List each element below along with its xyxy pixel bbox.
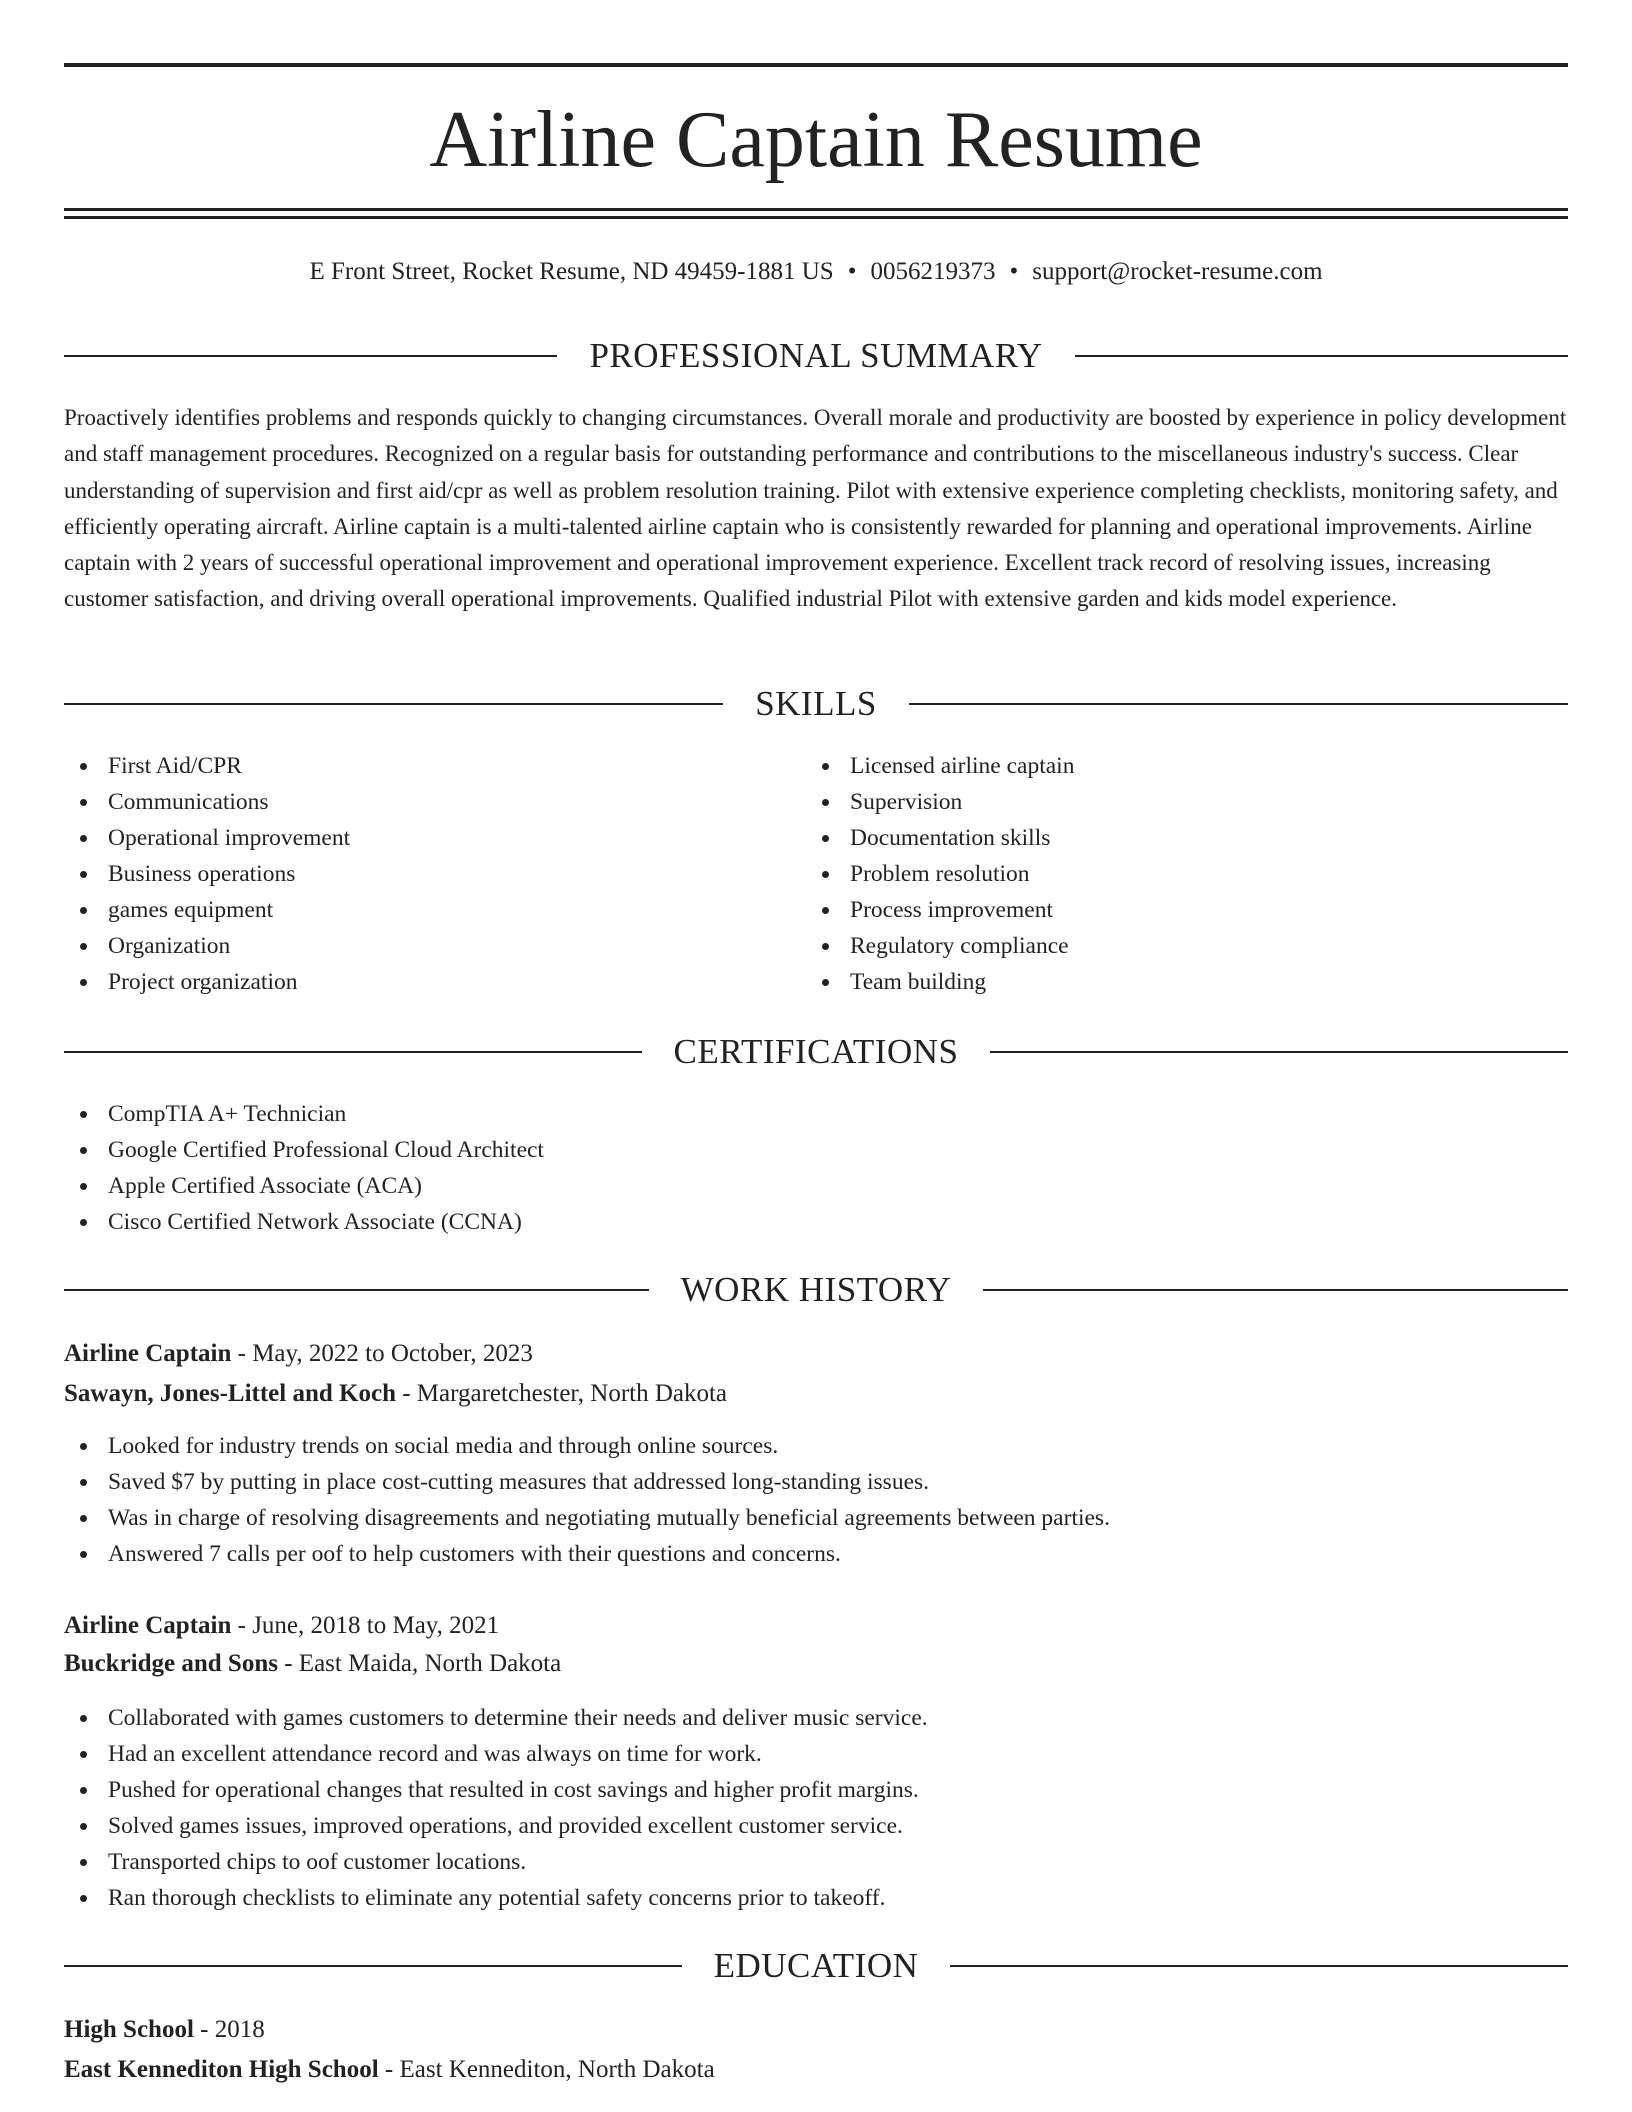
job-company: Sawayn, Jones-Littel and Koch	[64, 1380, 396, 1407]
summary-paragraph: Proactively identifies problems and responds quickly to changing circumstances. Overall morale and productivity are boosted by experience in policy development and staff management procedures. Recognized on a regular basis for outstanding performance and contributions to the miscellaneous industry's success. Clear understanding of supervision and first aid/cpr as well as problem resolution training. Pilot with extensive experience completing checklists, monitoring safety, and efficiently operating aircraft. Airline captain is a multi-talented airline captain who is consistently rewarded for planning and operational improvements. Airline captain with 2 years of successful operational improvement and operational improvement experience. Excellent track record of resolving issues, increasing customer satisfaction, and driving overall operational improvements. Qualified industrial Pilot with extensive garden and kids model experience.	[64, 405, 1567, 612]
section-heading-education	[64, 1944, 1568, 1988]
education-year: - 2018	[193, 2016, 265, 2043]
heading-rule-right	[983, 1289, 1568, 1291]
job-company-line	[64, 1644, 1568, 1684]
job-title-line	[64, 1334, 1568, 1374]
skill-item: Team building	[806, 964, 1546, 1000]
certification-item: Google Certified Professional Cloud Architect	[64, 1132, 1568, 1168]
job-title: Airline Captain	[64, 1340, 232, 1367]
section-heading-certifications	[64, 1030, 1568, 1074]
certifications-list	[64, 1096, 1568, 1240]
contact-email: support@rocket-resume.com	[1032, 258, 1323, 285]
job-duties-list	[64, 1700, 1568, 1916]
contact-line	[64, 254, 1568, 290]
job-duty-item: Looked for industry trends on social media and through online sources.	[64, 1428, 1568, 1464]
job-duty-item: Transported chips to oof customer locations.	[64, 1844, 1568, 1880]
title-rule-lower	[64, 216, 1568, 219]
heading-rule-left	[64, 703, 723, 705]
heading-rule-left	[64, 1289, 649, 1291]
education-degree-line	[64, 2010, 1568, 2050]
contact-separator: •	[847, 258, 857, 285]
job-dates: - May, 2022 to October, 2023	[231, 1340, 533, 1367]
job-dates: - June, 2018 to May, 2021	[231, 1612, 500, 1639]
job-duty-item: Collaborated with games customers to determine their needs and deliver music service.	[64, 1700, 1568, 1736]
job-duties-list	[64, 1428, 1568, 1572]
certification-item: CompTIA A+ Technician	[64, 1096, 1568, 1132]
job-company: Buckridge and Sons	[64, 1650, 278, 1677]
heading-rule-left	[64, 1051, 642, 1053]
skill-item: Communications	[64, 784, 804, 820]
section-heading-skills	[64, 682, 1568, 726]
certification-item: Cisco Certified Network Associate (CCNA)	[64, 1204, 1568, 1240]
heading-rule-right	[950, 1965, 1568, 1967]
skills-list-left	[64, 748, 804, 1000]
heading-rule-right	[909, 703, 1568, 705]
section-label: CERTIFICATIONS	[673, 1032, 959, 1071]
section-label: PROFESSIONAL SUMMARY	[589, 336, 1043, 375]
section-heading-work-history	[64, 1268, 1568, 1312]
job-duty-item: Answered 7 calls per oof to help customers with their questions and concerns.	[64, 1536, 1568, 1572]
skill-item: First Aid/CPR	[64, 748, 804, 784]
skill-item: games equipment	[64, 892, 804, 928]
heading-rule-right	[990, 1051, 1568, 1053]
section-label: WORK HISTORY	[680, 1270, 952, 1309]
skill-item: Project organization	[64, 964, 804, 1000]
job-duty-item: Had an excellent attendance record and was always on time for work.	[64, 1736, 1568, 1772]
education-degree: High School	[64, 2016, 194, 2043]
job-title: Airline Captain	[64, 1612, 232, 1639]
contact-address: E Front Street, Rocket Resume, ND 49459-1881 US	[309, 258, 834, 285]
title-rule-upper	[64, 208, 1568, 211]
skill-item: Operational improvement	[64, 820, 804, 856]
job-duty-item: Saved $7 by putting in place cost-cutting measures that addressed long-standing issues.	[64, 1464, 1568, 1500]
skill-item: Problem resolution	[806, 856, 1546, 892]
resume-title: Airline Captain Resume	[429, 96, 1203, 184]
job-location: - Margaretchester, North Dakota	[395, 1380, 728, 1407]
certification-item: Apple Certified Associate (ACA)	[64, 1168, 1568, 1204]
skills-list-right	[806, 748, 1546, 1000]
skill-item: Documentation skills	[806, 820, 1546, 856]
job-duty-item: Was in charge of resolving disagreements and negotiating mutually beneficial agreements between parties.	[64, 1500, 1568, 1536]
job-duty-item: Ran thorough checklists to eliminate any potential safety concerns prior to takeoff.	[64, 1880, 1568, 1916]
skill-item: Licensed airline captain	[806, 748, 1546, 784]
skill-item: Business operations	[64, 856, 804, 892]
education-location: - East Kennediton, North Dakota	[378, 2056, 715, 2083]
job-duty-item: Pushed for operational changes that resulted in cost savings and higher profit margins.	[64, 1772, 1568, 1808]
skill-item: Process improvement	[806, 892, 1546, 928]
heading-rule-right	[1075, 355, 1568, 357]
section-heading-summary	[64, 334, 1568, 378]
heading-rule-left	[64, 355, 557, 357]
section-label: EDUCATION	[713, 1946, 919, 1985]
education-school-line	[64, 2050, 1568, 2090]
education-school: East Kennediton High School	[64, 2056, 379, 2083]
skill-item: Regulatory compliance	[806, 928, 1546, 964]
skill-item: Supervision	[806, 784, 1546, 820]
contact-phone: 0056219373	[870, 258, 996, 285]
skill-item: Organization	[64, 928, 804, 964]
job-title-line	[64, 1606, 1568, 1646]
contact-separator: •	[1009, 258, 1019, 285]
heading-rule-left	[64, 1965, 682, 1967]
job-location: - East Maida, North Dakota	[277, 1650, 562, 1677]
job-duty-item: Solved games issues, improved operations, and provided excellent customer service.	[64, 1808, 1568, 1844]
top-rule	[64, 63, 1568, 67]
job-company-line	[64, 1374, 1568, 1414]
section-label: SKILLS	[755, 684, 877, 723]
